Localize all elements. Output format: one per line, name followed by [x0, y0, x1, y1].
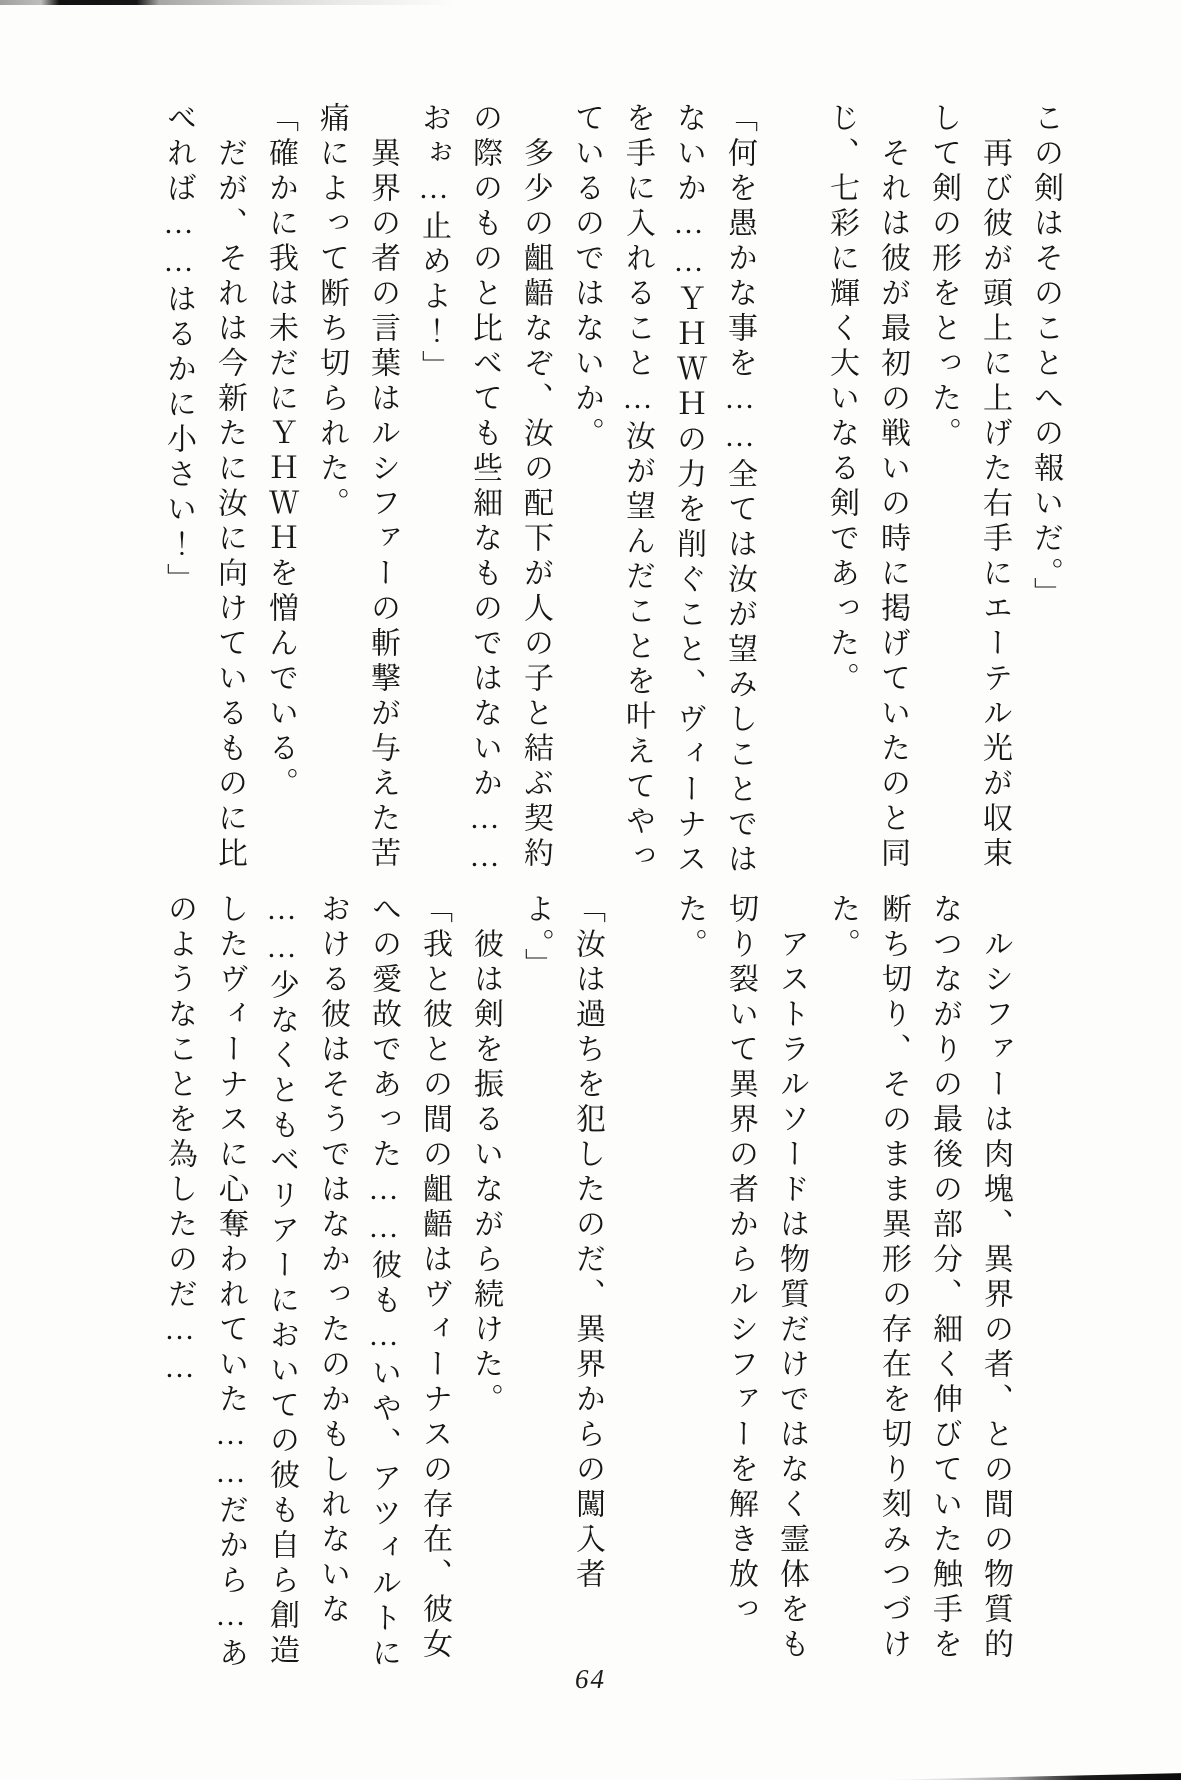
text-column: 「確かに我は未だにＹＨＷＨを憎んでいる。	[264, 102, 297, 802]
column-gap	[613, 893, 664, 1668]
text-column: ないか……ＹＨＷＨの力を削ぐこと、ヴィーナス	[672, 102, 705, 878]
text-column: おける彼はそうではなかったのかもしれないな	[316, 893, 349, 1628]
text-column: を手に入れること…汝が望んだことを叶えてやっ	[621, 102, 654, 875]
text-column: だが、それは今新たに汝に向けているものに比	[213, 102, 246, 872]
text-column: この剣はそのことへの報いだ。」	[1029, 102, 1062, 612]
text-column: 「汝は過ちを犯したのだ、異界からの闖入者	[571, 893, 604, 1593]
text-column: 断ち切り、そのまま異形の存在を切り刻みつづけ	[877, 893, 910, 1663]
text-column: ……少なくともベリアーにおいての彼も自ら創造	[265, 893, 298, 1669]
text-column: ルシファーは肉塊、異界の者、との間の物質的	[979, 893, 1012, 1663]
text-column: 「何を愚かな事を……全ては汝が望みしことでは	[723, 102, 756, 878]
text-column: それは彼が最初の戦いの時に掲げていたのと同	[876, 102, 909, 872]
text-column: じ、七彩に輝く大いなる剣であった。	[825, 102, 858, 697]
text-column: して剣の形をとった。	[927, 102, 960, 452]
text-column: よ。」	[520, 893, 553, 983]
text-column: 多少の齟齬なぞ、汝の配下が人の子と結ぶ契約	[519, 102, 552, 872]
text-column: 再び彼が頭上に上げた右手にエーテル光が収束	[978, 102, 1011, 872]
text-column: ているのではないか。	[570, 102, 603, 452]
text-column: の際のものと比べても些細なものではないか……	[468, 102, 501, 878]
text-column: 切り裂いて異界の者からルシファーを解き放っ	[724, 893, 757, 1628]
text-column: なつながりの最後の部分、細く伸びていた触手を	[928, 893, 961, 1663]
text-column: のようなことを為したのだ……	[163, 893, 196, 1389]
text-column: への愛故であった……彼も…いや、アツィルトに	[367, 893, 400, 1672]
text-column: た。	[673, 893, 706, 963]
text-column: た。	[826, 893, 859, 963]
text-block-bottom	[154, 893, 1021, 1672]
text-block-top	[153, 102, 1071, 877]
text-column: 異界の者の言葉はルシファーの斬撃が与えた苦	[366, 102, 399, 872]
text-column: したヴィーナスに心奪われていた……だから…あ	[214, 893, 247, 1672]
text-column: 彼は剣を振るいながら続けた。	[469, 893, 502, 1418]
scan-edge-bottom-right	[887, 1773, 1181, 1780]
text-column: おぉ…止めよ！」	[417, 102, 450, 385]
text-column: べれば……はるかに小さい！」	[162, 102, 195, 598]
column-gap	[765, 102, 816, 877]
scan-edge-top-left	[0, 0, 455, 5]
text-column: 痛によって断ち切られた。	[315, 102, 348, 522]
text-column: アストラルソードは物質だけではなく霊体をも	[775, 893, 808, 1663]
text-column: 「我と彼との間の齟齬はヴィーナスの存在、彼女	[418, 893, 451, 1663]
page-number: 64	[575, 1664, 606, 1694]
